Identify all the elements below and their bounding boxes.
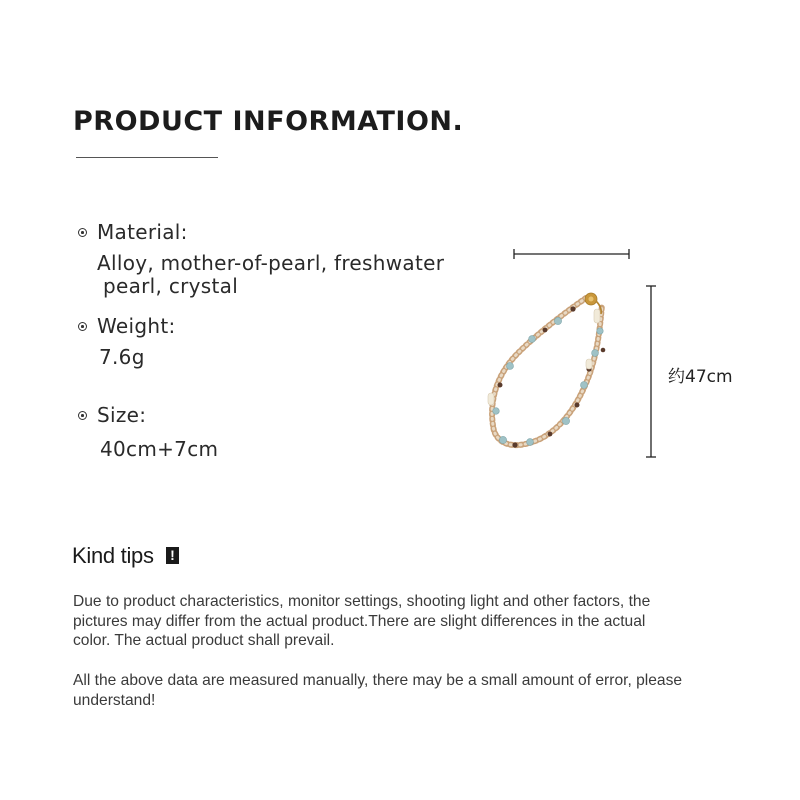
weight-label: Weight: (97, 314, 176, 338)
material-value-line2: pearl, crystal (103, 274, 239, 298)
exclamation-icon: ! (166, 547, 179, 564)
weight-value: 7.6g (99, 345, 145, 369)
width-measure-line (514, 249, 629, 259)
tips-line: All the above data are measured manually, there may be a small amount of error, please (73, 672, 683, 689)
size-label: Size: (97, 403, 147, 427)
tips-line: color. The actual product shall prevail. (73, 632, 335, 649)
bullet-icon (78, 322, 87, 331)
material-value-line1: Alloy, mother-of-pearl, freshwater (97, 251, 445, 275)
tips-paragraph-1 (73, 592, 733, 651)
tips-paragraph-2 (73, 671, 733, 710)
tips-line: understand! (73, 691, 156, 709)
length-measure-line (646, 286, 656, 457)
size-value: 40cm+7cm (100, 437, 219, 461)
tips-line: pictures may differ from the actual product.There are slight differences in the actual (73, 612, 646, 630)
tips-line: Due to product characteristics, monitor settings, shooting light and other factors, the (73, 593, 651, 610)
material-label: Material: (97, 220, 188, 244)
necklace-beads (492, 298, 602, 445)
length-label: 约47cm (668, 367, 733, 387)
kind-tips-title: Kind tips (72, 543, 154, 568)
necklace-image (470, 235, 670, 475)
title-divider (76, 157, 218, 158)
bullet-icon (78, 228, 87, 237)
page-title: PRODUCT INFORMATION. (73, 106, 464, 137)
bullet-icon (78, 411, 87, 420)
